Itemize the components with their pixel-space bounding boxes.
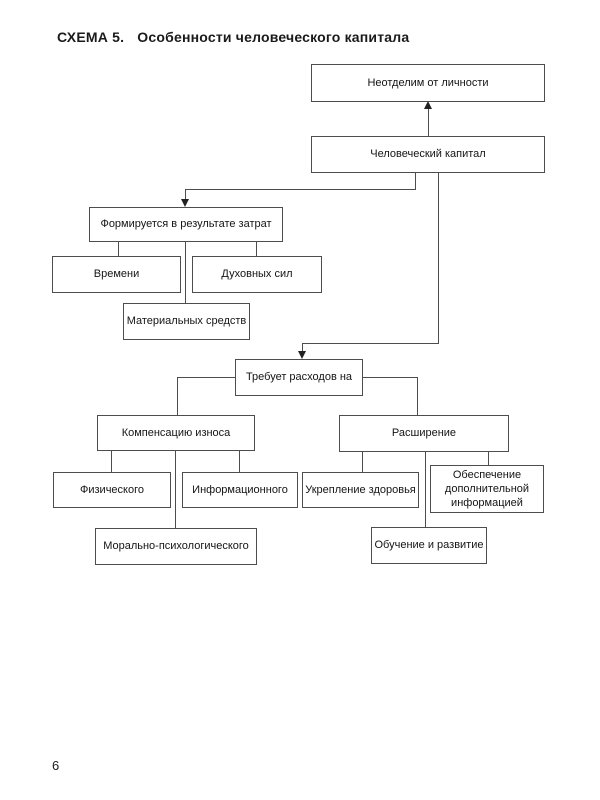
- connector-line: [488, 452, 489, 465]
- connector-line: [118, 242, 119, 256]
- connector-line: [425, 452, 426, 527]
- node-spiritual-forces: Духовных сил: [192, 256, 322, 293]
- node-moral-psychological: Морально-психологического: [95, 528, 257, 565]
- connector-line: [175, 451, 176, 528]
- connector-line: [302, 343, 439, 344]
- connector-line: [256, 242, 257, 256]
- connector-line: [438, 173, 439, 343]
- node-physical: Физического: [53, 472, 171, 508]
- node-informational: Информационного: [182, 472, 298, 508]
- node-formed-by-costs: Формируется в результате затрат: [89, 207, 283, 242]
- node-time: Времени: [52, 256, 181, 293]
- arrowhead-up-icon: [424, 101, 432, 109]
- connector-line: [363, 377, 418, 378]
- arrowhead-down-icon: [298, 351, 306, 359]
- connector-line: [111, 451, 112, 472]
- connector-line: [239, 451, 240, 472]
- node-expansion: Расширение: [339, 415, 509, 452]
- node-health-strengthening: Укрепление здоровья: [302, 472, 419, 508]
- node-requires-expenses: Требует расходов на: [235, 359, 363, 396]
- connector-line: [362, 452, 363, 472]
- connector-line: [428, 109, 429, 136]
- connector-line: [185, 242, 186, 303]
- scheme-number: СХЕМА 5.: [57, 29, 125, 45]
- arrowhead-down-icon: [181, 199, 189, 207]
- connector-line: [185, 189, 416, 190]
- node-human-capital: Человеческий капитал: [311, 136, 545, 173]
- node-inseparable-from-personality: Неотделим от личности: [311, 64, 545, 102]
- node-training-development: Обучение и развитие: [371, 527, 487, 564]
- connector-line: [177, 377, 178, 415]
- connector-line: [417, 377, 418, 415]
- node-wear-compensation: Компенсацию износа: [97, 415, 255, 451]
- page-number: 6: [52, 758, 60, 773]
- node-additional-information: Обеспечение дополнительной информацией: [430, 465, 544, 513]
- connector-line: [177, 377, 235, 378]
- connector-line: [415, 173, 416, 190]
- node-material-means: Материальных средств: [123, 303, 250, 340]
- scheme-title-text: Особенности человеческого капитала: [137, 29, 410, 45]
